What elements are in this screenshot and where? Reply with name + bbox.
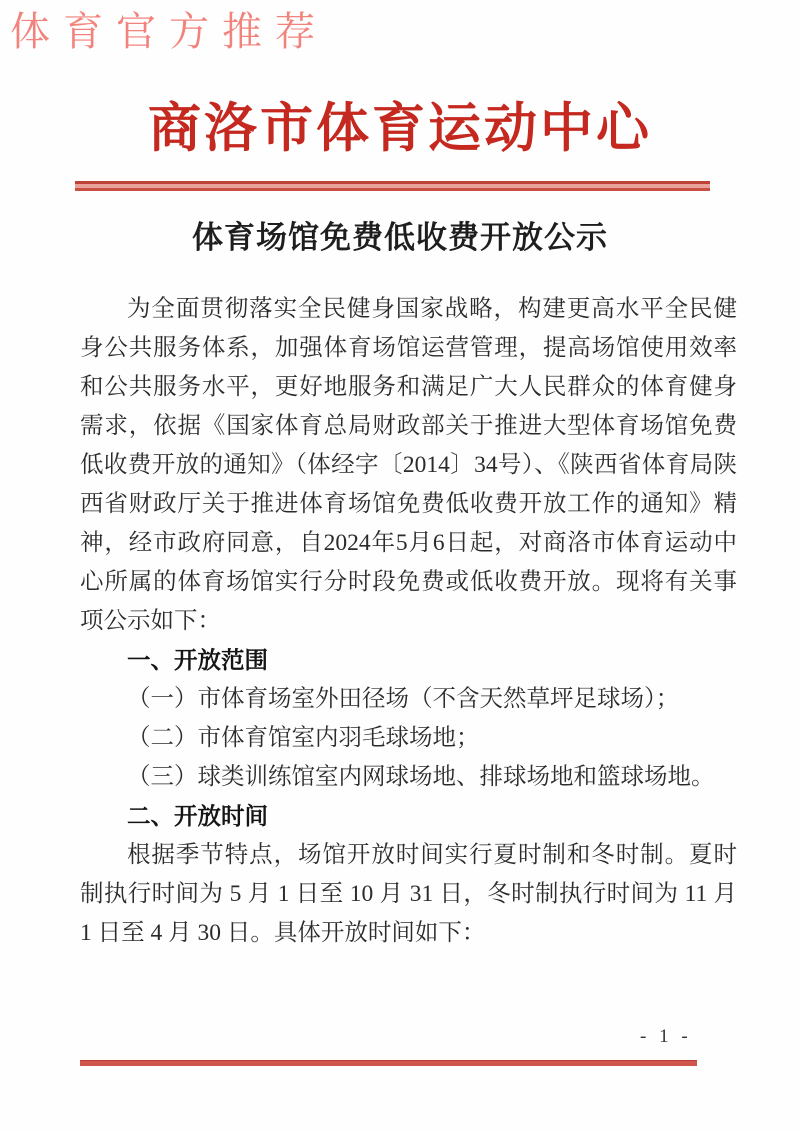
document-title: 体育场馆免费低收费开放公示 [192, 220, 608, 255]
section-heading-open-scope: 一、开放范围 [127, 647, 268, 673]
paragraph-open-hours: 根据季节特点，场馆开放时间实行夏时制和冬时制。夏时制执行时间为 5 月 1 日至 10 月 31 日，冬时制执行时间为 11 月 1 日至 4 月 30 日。具体开放时间如下： [80, 842, 737, 946]
open-scope-item-3: （三）球类训练馆室内网球场地、排球场地和篮球场地。 [127, 764, 715, 790]
watermark-text: 体育官方推荐 [10, 9, 328, 54]
open-scope-item-2: （二）市体育馆室内羽毛球场地； [127, 725, 480, 751]
page-number: - 1 - [640, 1026, 692, 1047]
letterhead-rule [75, 181, 710, 191]
footer-rule [80, 1060, 697, 1066]
section-heading-open-hours: 二、开放时间 [127, 803, 268, 829]
letterhead-title: 商洛市体育运动中心 [148, 100, 652, 158]
open-scope-item-1: （一）市体育场室外田径场（不含天然草坪足球场）； [127, 686, 680, 712]
document-body [80, 290, 737, 953]
paragraph-intro: 为全面贯彻落实全民健身国家战略，构建更高水平全民健身公共服务体系，加强体育场馆运营管理，提高场馆使用效率和公共服务水平，更好地服务和满足广大人民群众的体育健身需求，依据《国家体育总局财政部关于推进大型体育场馆免费低收费开放的通知》（体经字〔2014〕34号）、《陕西省体育局陕西省财政厅关于推进体育场馆免费低收费开放工作的通知》精神，经市政府同意，自2024年5月6日起，对商洛市体育运动中心所属的体育场馆实行分时段免费或低收费开放。现将有关事项公示如下： [80, 296, 737, 634]
